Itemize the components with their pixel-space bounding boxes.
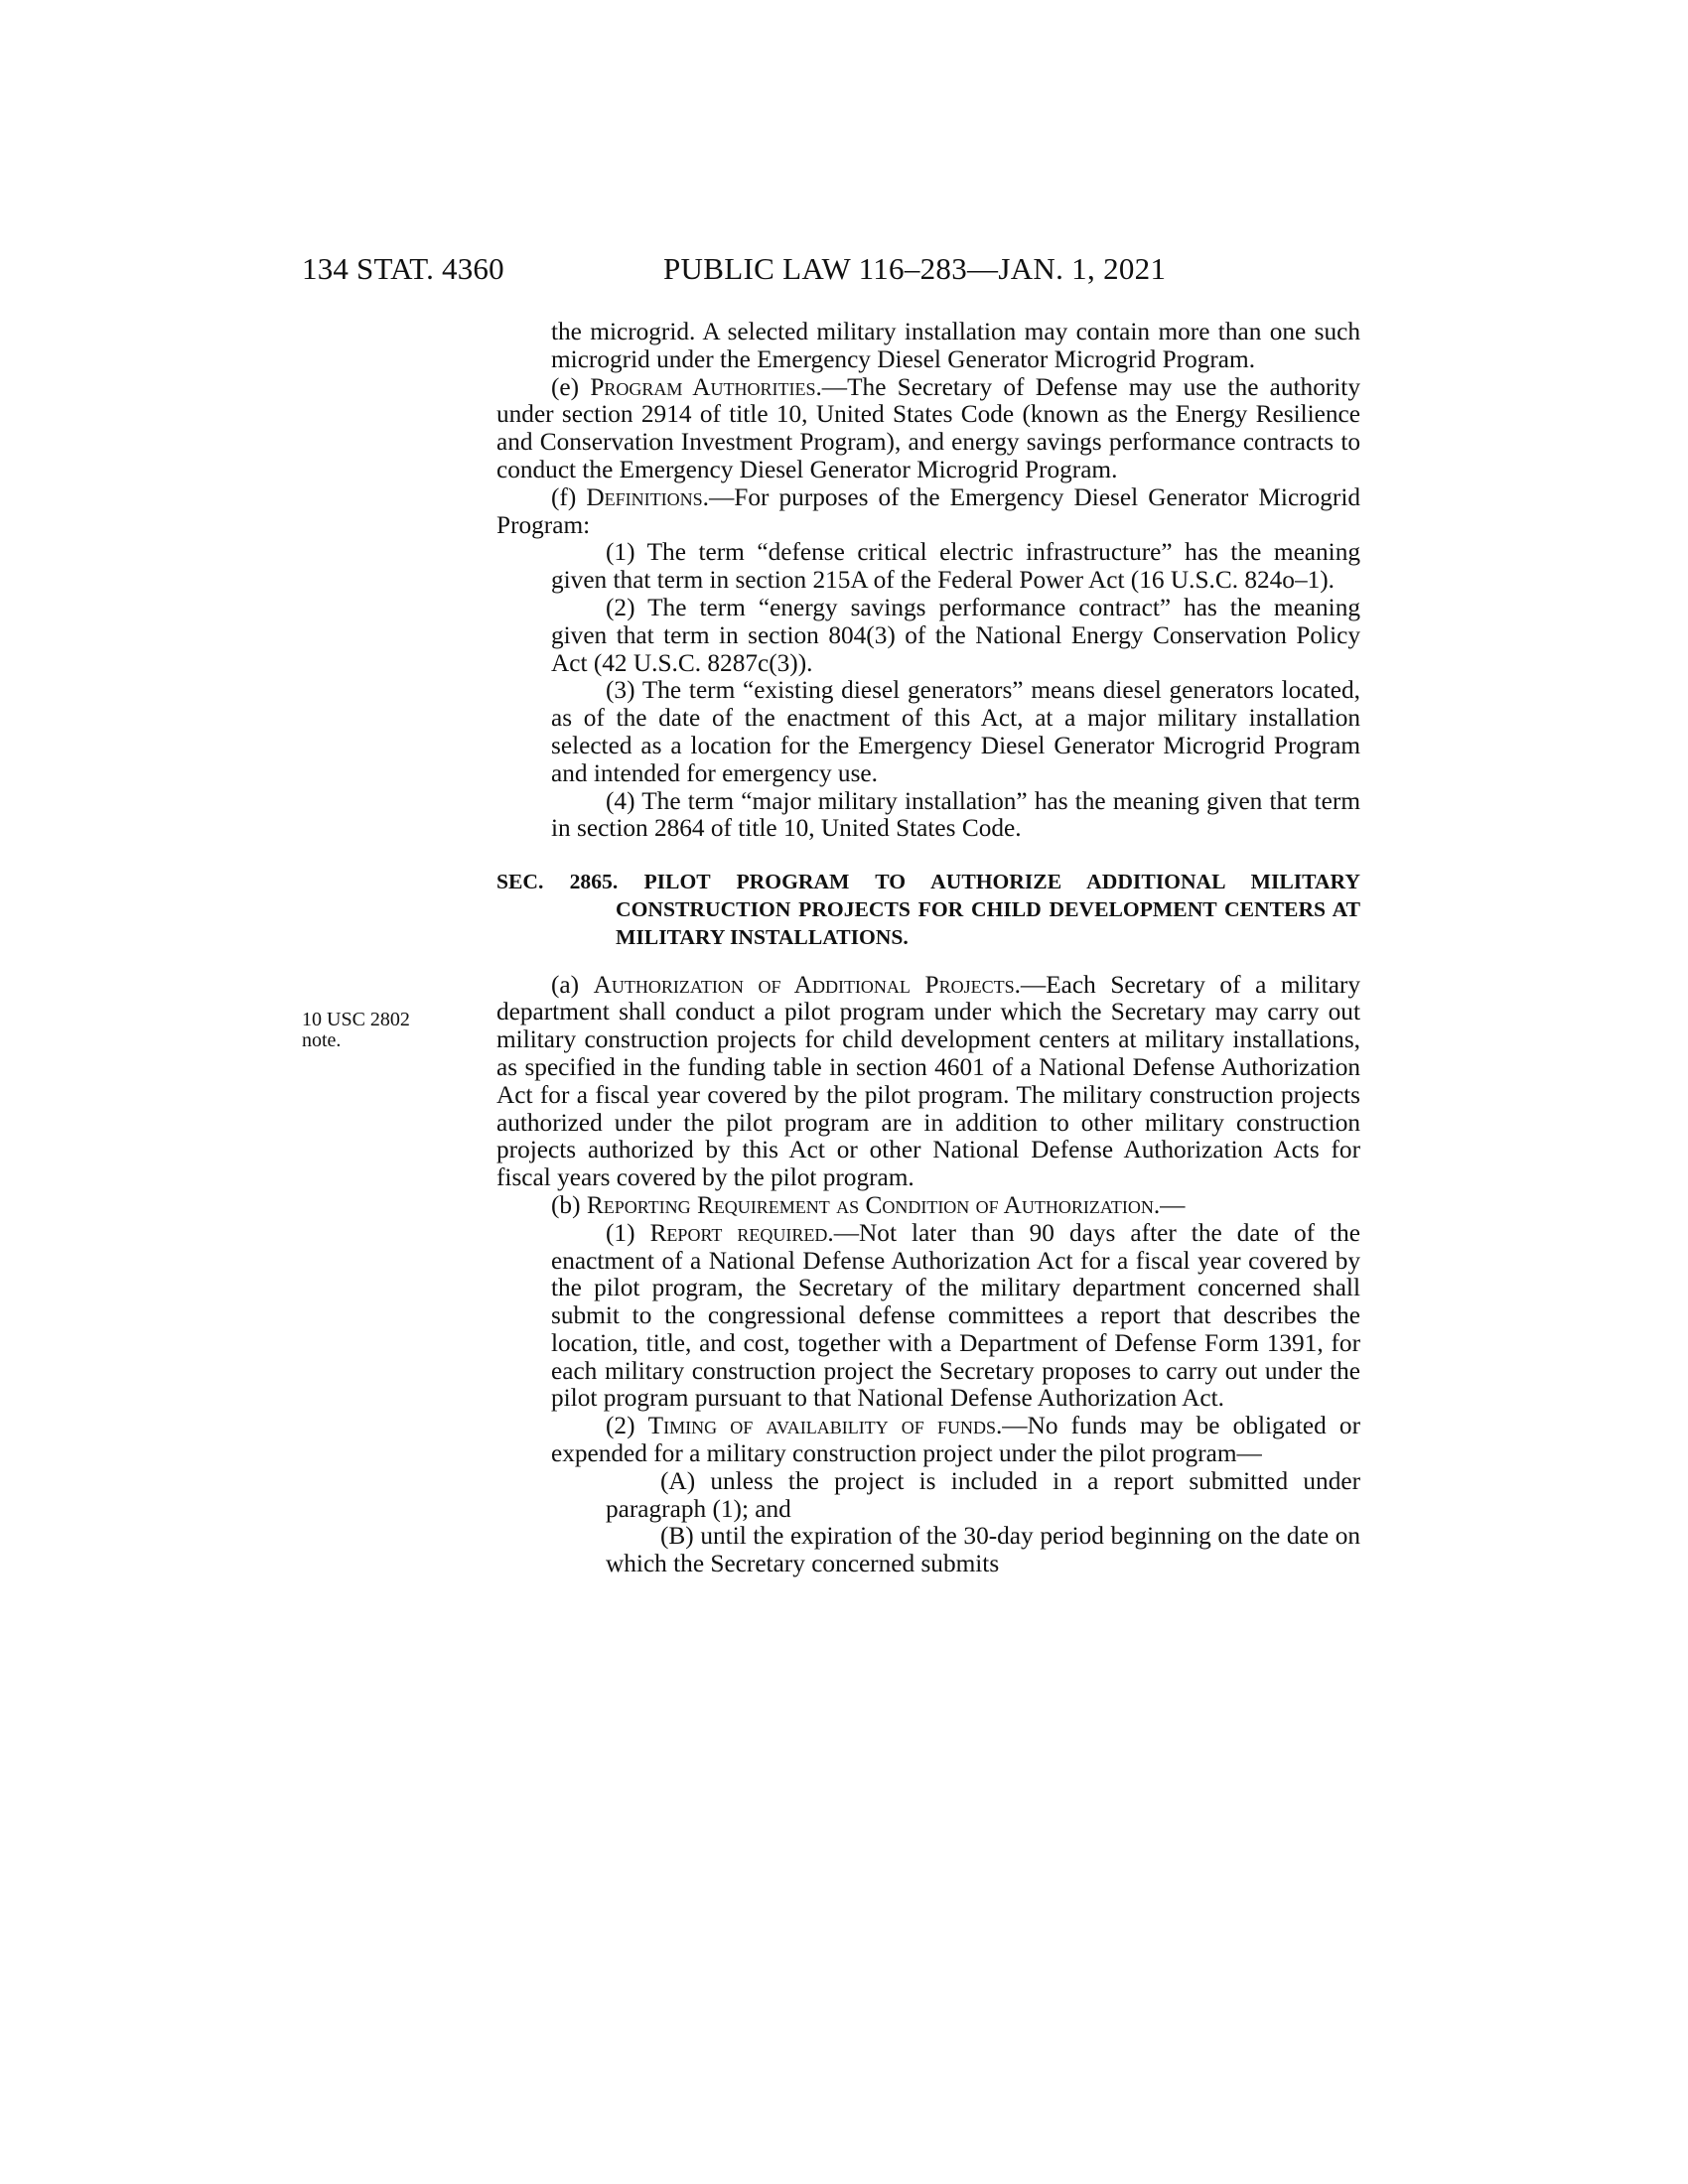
definition-2: (2) The term “energy savings performance contract” has the meaning given that term in section 804(3) of the National Energy Conservation Policy Act (42 U.S.C. 8287c(3)). <box>551 593 1360 677</box>
definition-4: (4) The term “major military installation” has the meaning given that term in section 2864 of title 10, United States Code. <box>551 786 1360 843</box>
subsection-b-heading: Reporting Requirement as Condition of Authorization <box>586 1190 1154 1219</box>
subsection-b-text: .— <box>1153 1190 1186 1219</box>
subsection-a <box>496 972 1360 1192</box>
paragraph-b1-heading: Report required <box>649 1218 828 1247</box>
paragraph-b2 <box>496 1413 1360 1468</box>
definition-1: (1) The term “defense critical electric infrastructure” has the meaning given that term in section 215A of the Federal Power Act (16 U.S.C. 824o–1). <box>551 538 1360 595</box>
subsection-a-text: .—Each Secretary of a military department shall conduct a pilot program under which the Secretary may carry out military construction projects for child development centers at military installations, as specified in the funding table in section 4601 of a National Defense Authorization Act for a fiscal year covered by the pilot program. The military construction projects authorized under the pilot program are in addition to other military construction projects authorized by this Act or other National Defense Authorization Acts for fiscal years covered by the pilot program. <box>496 970 1360 1192</box>
subsection-a-label: (a) <box>551 970 594 999</box>
paragraph-b2-text: .—No funds may be obligated or expended for a military construction project under the pilot program— <box>551 1412 1361 1468</box>
margin-note-citation: 10 USC 2802 <box>302 1009 410 1030</box>
continued-paragraph: the microgrid. A selected military installation may contain more than one such microgrid under the Emergency Diesel Generator Microgrid Program. <box>551 318 1360 373</box>
section-heading: SEC. 2865. PILOT PROGRAM TO AUTHORIZE ADDITIONAL MILITARY CONSTRUCTION PROJECTS FOR CHILD DEVELOPMENT CENTERS AT MILITARY INSTALLATIONS. <box>496 870 1360 949</box>
subsection-e <box>496 374 1360 484</box>
subsection-f-text: .—For purposes of the Emergency Diesel Generator Microgrid Program: <box>496 482 1360 539</box>
paragraph-b2-label: (2) <box>606 1412 648 1440</box>
page-number: 134 STAT. 4360 <box>302 251 504 286</box>
subsection-e-heading: Program Authorities <box>590 372 816 401</box>
running-head: PUBLIC LAW 116–283—JAN. 1, 2021 <box>663 251 1167 286</box>
subsection-e-label: (e) <box>551 372 591 401</box>
definition-3: (3) The term “existing diesel generators” means diesel generators located, as of the date of the enactment of this Act, at a major military installation selected as a location for the Emergency Diesel Generator Microgrid Program and intended for emergency use. <box>551 676 1360 787</box>
paragraph-b1-text: .—Not later than 90 days after the date of the enactment of a National Defense Authorization Act for a fiscal year covered by the pilot program, the Secretary of the military department concerned shall submit to the congressional defense committees a report that describes the location, title, and cost, together with a Department of Defense Form 1391, for each military construction project the Secretary proposes to carry out under the pilot program pursuant to that National Defense Authorization Act. <box>551 1218 1360 1413</box>
margin-note <box>302 1010 410 1051</box>
statute-text <box>496 319 1360 1578</box>
subparagraph-A: (A) unless the project is included in a report submitted under paragraph (1); and <box>606 1466 1360 1523</box>
subsection-f-label: (f) <box>551 482 587 511</box>
subsection-b-label: (b) <box>551 1190 587 1219</box>
paragraph-b1 <box>496 1220 1360 1414</box>
subsection-f-heading: Definitions <box>586 482 703 511</box>
subsection-a-heading: Authorization of Additional Projects <box>593 970 1015 999</box>
subsection-f <box>496 484 1360 540</box>
paragraph-b2-heading: Timing of availability of funds <box>647 1412 996 1440</box>
subsection-e-text: .—The Secretary of Defense may use the authority under section 2914 of title 10, United States Code (known as the Energy Resilience and Conservation Investment Program), and energy savings performance contracts to conduct the Emergency Diesel Generator Microgrid Program. <box>496 372 1360 483</box>
paragraph-b1-label: (1) <box>606 1218 650 1247</box>
subsection-b <box>496 1192 1360 1220</box>
subparagraph-B: (B) until the expiration of the 30-day period beginning on the date on which the Secretary concerned submits <box>606 1522 1360 1578</box>
margin-note-label: note. <box>302 1029 342 1051</box>
